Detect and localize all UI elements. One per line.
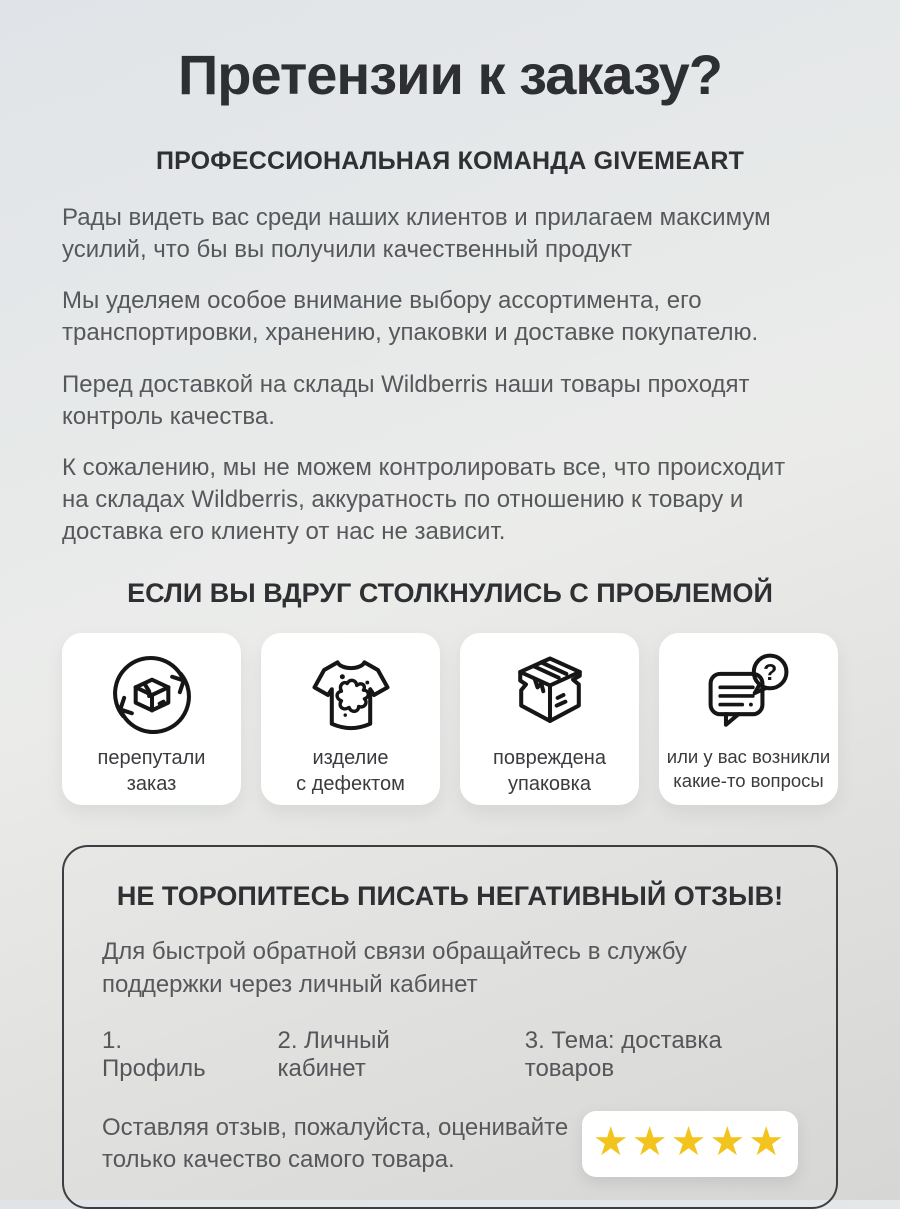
intro-paragraph-1: Рады видеть вас среди наших клиентов и прилагаем максимум усилий, что бы вы получили качественный продукт <box>62 204 771 264</box>
card-label: перепутали заказ <box>97 747 206 796</box>
rating-panel <box>582 1111 798 1177</box>
step-profile: 1. Профиль <box>102 1027 206 1083</box>
card-label: изделие с дефектом <box>296 747 405 796</box>
card-wrong-order <box>62 633 241 805</box>
intro-paragraphs <box>62 202 838 548</box>
card-questions <box>659 633 838 805</box>
review-bottom-row <box>102 1111 798 1177</box>
page-title: Претензии к заказу? <box>178 43 722 106</box>
review-box-text: Для быстрой обратной связи обращайтесь в службу поддержки через личный кабинет <box>102 938 687 998</box>
review-notice-box <box>62 845 838 1209</box>
team-subtitle: ПРОФЕССИОНАЛЬНАЯ КОМАНДА GIVEMEART <box>155 147 745 175</box>
damaged-box-icon <box>502 647 598 743</box>
chat-question-icon <box>701 647 797 743</box>
step-account: 2. Личный кабинет <box>277 1027 390 1083</box>
problem-cards-row <box>62 633 838 805</box>
review-box-heading: НЕ ТОРОПИТЕСЬ ПИСАТЬ НЕГАТИВНЫЙ ОТЗЫВ! <box>116 881 784 912</box>
support-steps <box>102 1027 798 1083</box>
five-stars-icon: ★★★★★ <box>592 1120 788 1165</box>
review-note: Оставляя отзыв, пожалуйста, оценивайте только качество самого товара. <box>102 1113 569 1174</box>
card-damaged-package <box>460 633 639 805</box>
card-label: или у вас возникли какие-то вопросы <box>666 746 831 792</box>
box-exchange-icon <box>104 647 200 743</box>
step-topic: 3. Тема: доставка товаров <box>524 1027 722 1083</box>
intro-paragraph-3: Перед доставкой на склады Wildberris наши товары проходят контроль качества. <box>62 370 750 430</box>
svg-text:?: ? <box>762 659 777 686</box>
card-defect-item <box>261 633 440 805</box>
intro-paragraph-4: К сожалению, мы не можем контролировать все, что происходит на складах Wildberris, аккуратность по отношению к товару и доставка его клиенту от нас не зависит. <box>62 453 786 546</box>
tshirt-defect-icon <box>303 647 399 743</box>
problems-heading: ЕСЛИ ВЫ ВДРУГ СТОЛКНУЛИСЬ С ПРОБЛЕМОЙ <box>127 578 773 609</box>
intro-paragraph-2: Мы уделяем особое внимание выбору ассортимента, его транспортировки, хранению, упаковки и доставке покупателю. <box>62 287 759 347</box>
card-label: повреждена упаковка <box>493 747 606 796</box>
